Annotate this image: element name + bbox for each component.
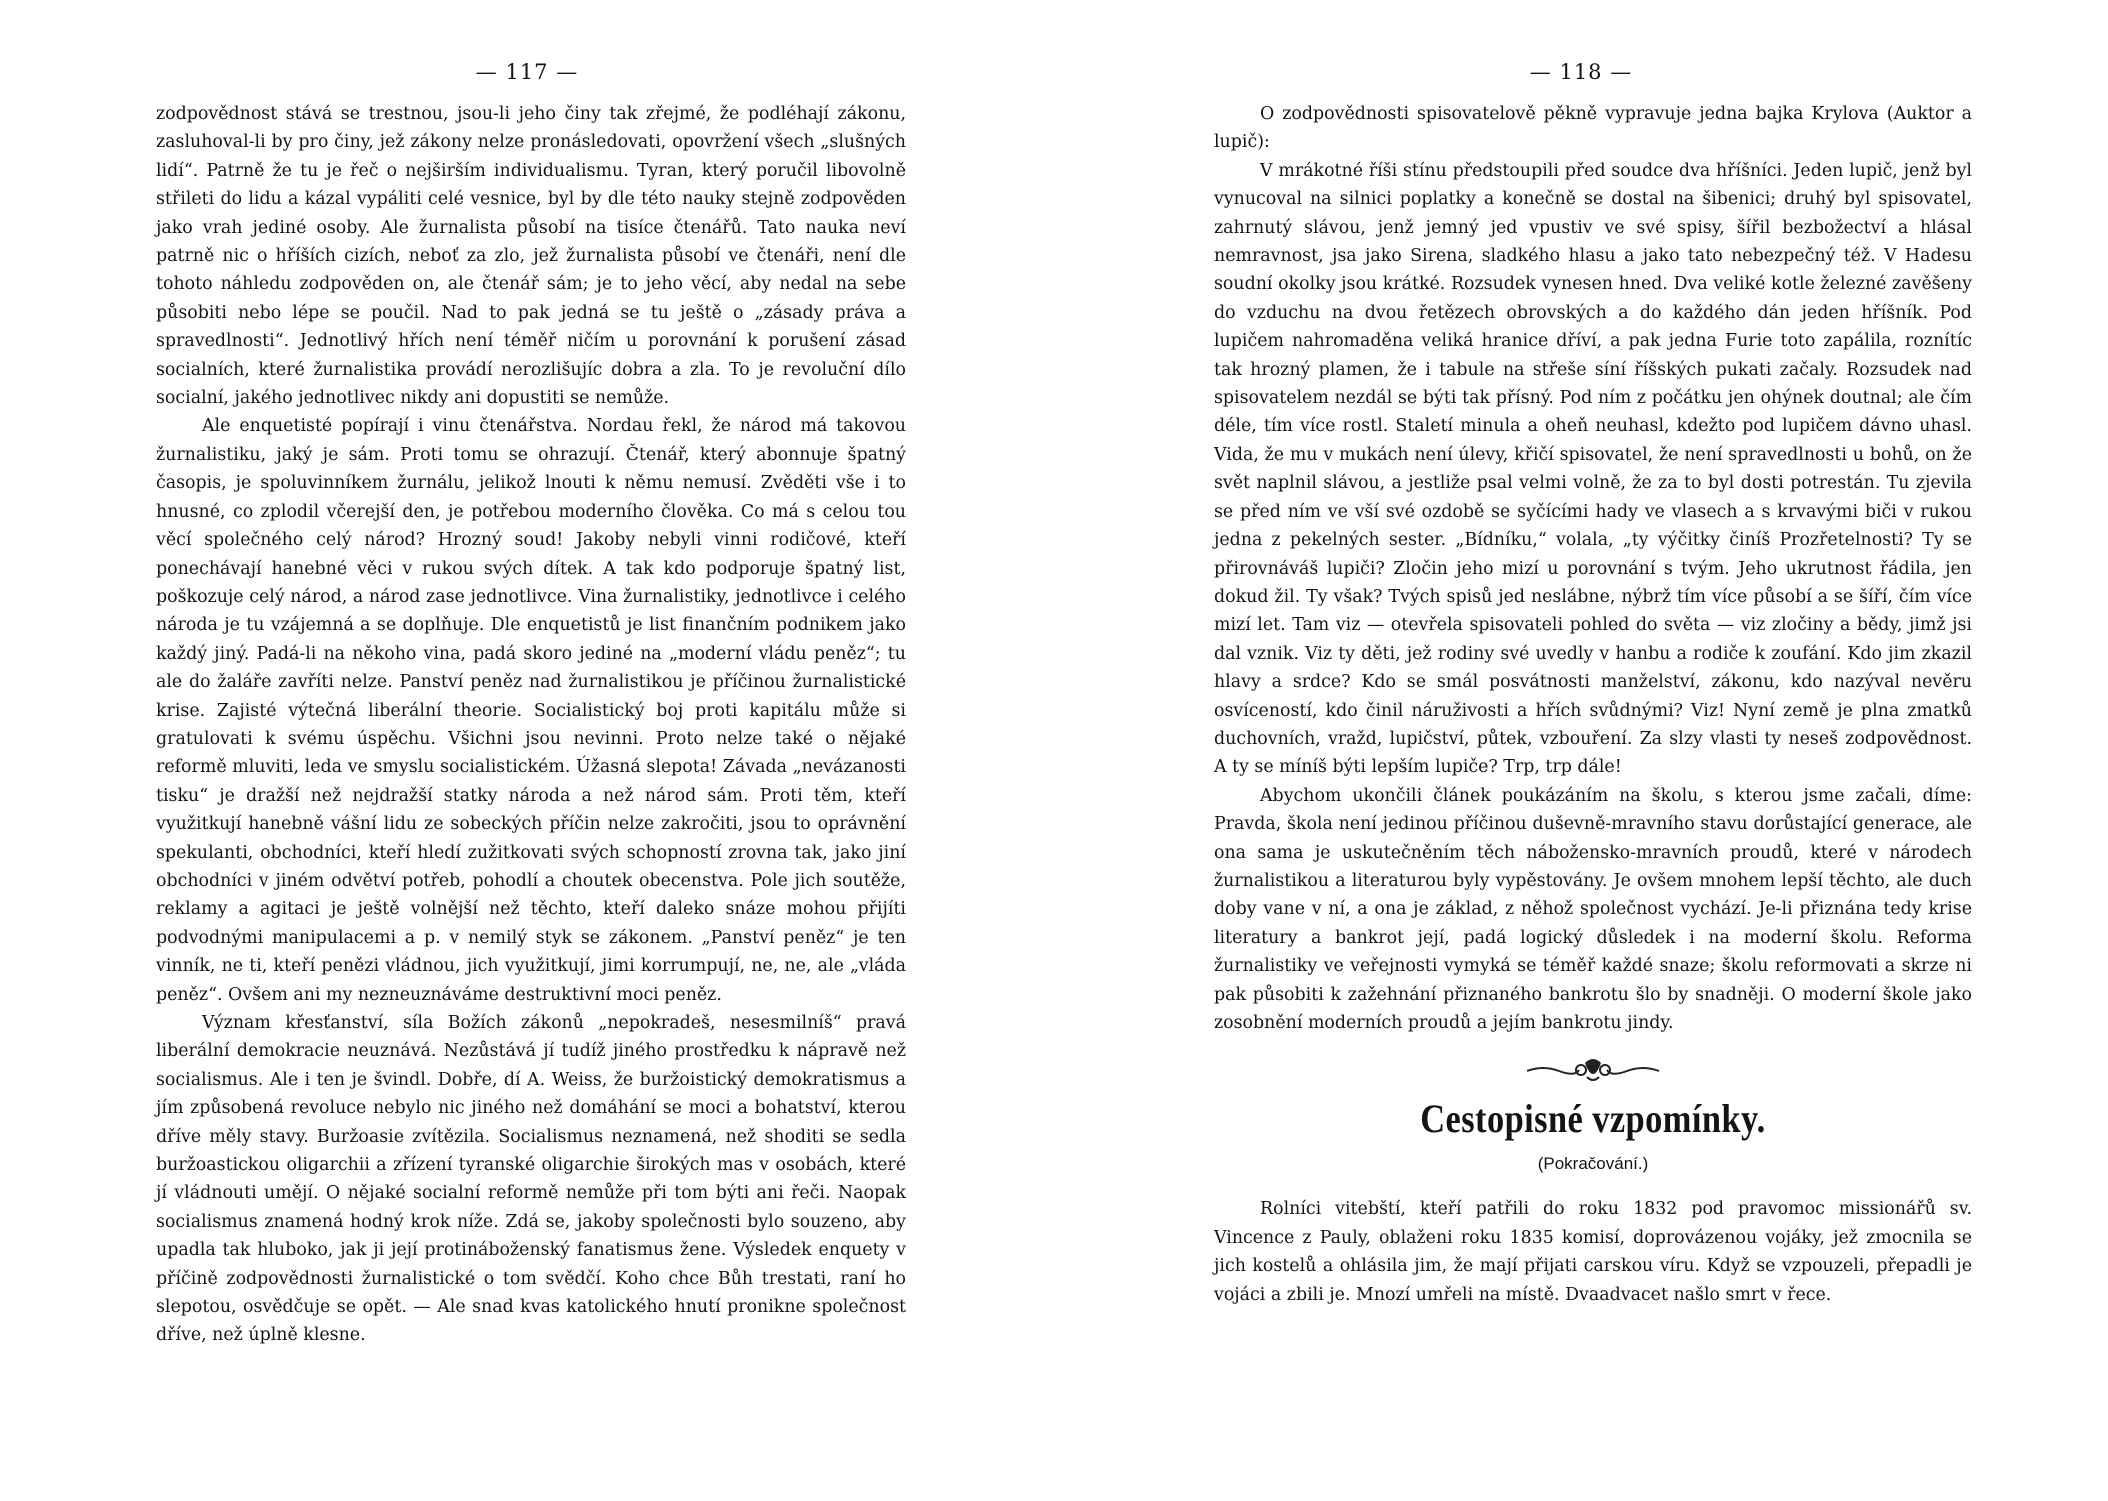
left-paragraph-2: Ale enquetisté popírají i vinu čtenářstva. Nordau řekl, že národ má takovou žurnalistiku, jaký je sám. Proti tomu se ohrazují. Čtenář, který abonnuje špatný časopis, je spoluvinníkem žurnálu, jelikož lnouti k němu nemusí. Zvěděti vše i to hnusné, co zplodil včerejší den, je potřebou moderního člověka. Co má s celou tou věcí společného celý národ? Hrozný soud! Jakoby nebyli vinni rodičové, kteří ponechávají hanebné věci v rukou svých dítek. A tak kdo podporuje špatný list, poškozuje celý národ, a národ zase jednotlivce. Vina žurnalistiky, jednotlivce i celého národa je tu vzájemná a se doplňuje. Dle enquetistů je list finančním podnikem jako každý jiný. Padá-li na někoho vina, padá skoro jediné na „moderní vládu peněz“; tu ale do žaláře zavříti nelze. Panství peněz nad žurnalistikou je příčinou žurnalistické krise. Zajisté výtečná liberální theorie. Socialistický boj proti kapitálu může si gratulovati k svému úspěchu. Všichni jsou nevinni. Proto nelze také o nějaké reformě mluviti, leda ve smyslu socialistickém. Úžasná slepota! Závada „nevázanosti tisku“ je dražší než nejdražší statky národa a než národ sám. Proti těm, kteří využitkují hanebně vášní lidu ze sobeckých příčin nelze zakročiti, jsou to oprávnění spekulanti, obchodníci, kteří hledí zužitkovati svých schopností zrovna tak, jako jiní obchodníci v jiném odvětví potřeb, pohodlí a choutek obecenstva. Pole jich soutěže, reklamy a agitaci je ještě volnější než těchto, kteří daleko snáze mohou přijíti podvodnými manipulacemi a p. v nemilý styk se zákonem. „Panství peněz“ je ten vinník, ne ti, kteří penězi vládnou, jich využitkují, jimi korrumpují, ne, ne, ale „vláda peněz“. Ovšem ani my nezneuznáváme destruktivní moci peněz. — [156, 416, 906, 1005]
right-paragraph-2: V mrákotné říši stínu předstoupili před soudce dva hříšníci. Jeden lupič, jenž byl vynucoval na silnici poplatky a konečně se dostal na šibenici; druhý byl spisovatel, zahrnutý slávou, jenž jemný jed vpustiv ve své spisy, šířil bezbožectví a hlásal nemravnost, jsa jako Sirena, sladkého hlasu a jako tato nebezpečný též. V Hadesu soudní okolky jsou krátké. Rozsudek vynesen hned. Dva veliké kotle železné zavěšeny do vzduchu na dvou řetězech obrovských a do každého dán jeden hříšník. Pod lupičem nahromaděna veliká hranice dříví, a pak jedna Furie toto zapálila, roznítíc tak hrozný plamen, že i tabule na střeše síní říšských pukati začaly. Rozsudek nad spisovatelem nezdál se býti tak přísný. Pod ním z počátku jen ohýnek doutnal; ale čím déle, tím více rostl. Staletí minula a oheň neuhasl, kdežto pod lupičem dávno uhasl. Vida, že mu v mukách není úlevy, křičí spisovatel, že není spravedlnosti u bohů, on že svět naplnil slávou, a jestliže psal velmi volně, že za to byl dosti potrestán. Tu zjevila se před ním ve vší své ozdobě se syčícími hady ve vlasech a s krvavými biči v rukou jedna z pekelných sester. „Bídníku,“ volala, „ty výčitky činíš Prozřetelnosti? Ty se přirovnáváš lupiči? Zločin jeho mizí u porovnání s tvým. Jeho ukrutnost řádila, jen dokud žil. Ty však? Tvých spisů jed neslábne, nýbrž tím více působí a se šíří, čím více mizí let. Tam viz — otevřela spisovateli pohled do světa — viz zločiny a bědy, jimž jsi dal vznik. Viz ty děti, jež rodiny své uvedly v hanbu a rodiče k zoufání. Kdo jim zkazil hlavy a srdce? Kdo se smál posvátnosti manželství, zákonu, kdo nazýval nevěru osvíceností, kdo činil náruživosti a hřích svůdnými? Viz! Nyní země je plna zmatků duchovních, vražd, lupičství, půtek, vzbouření. Za slzy vlasti ty neseš zodpovědnost. A ty se míníš býti lepším lupiče? Trp, trp dále! — [1214, 160, 1972, 778]
right-page — [1054, 0, 2108, 1501]
ornament-flourish-icon — [1523, 1055, 1663, 1085]
section-divider-ornament-icon — [1214, 1051, 1972, 1085]
page-number-left: — 117 — — [475, 60, 579, 84]
right-paragraph-3: Abychom ukončili článek poukázáním na školu, s kterou jsme začali, díme: Pravda, škola není jedinou příčinou duševně-mravního stavu dorůstající generace, ale ona sama je uskutečněním těch nábožensko-mravních proudů, které v národech žurnalistikou a literaturou byly vypěstovány. Je ovšem mnohem lepší těchto, ale duch doby vane v ní, a ona je základ, z něhož společnost vychází. Je-li přiznána tedy krise literatury a bankrot její, padá logický důsledek i na moderní školu. Reforma žurnalistiky ve veřejnosti vymyká se téměř každé snaze; školu reformovati a skrze ni pak působiti k zažehnání přiznaného bankrotu šlo by snadněji. O moderní škole jako zosobnění moderních proudů a jejím bankrotu jindy. — [1214, 785, 1972, 1033]
left-paragraph-1: zodpovědnost stává se trestnou, jsou-li jeho činy tak zřejmé, že podléhají zákonu, zasluhoval-li by pro činy, jež zákony nelze pronásledovati, opovržení všech „slušných lidí“. Patrně že tu je řeč o nejširším individualismu. Tyran, který poručil libovolně střileti do lidu a kázal vypáliti celé vesnice, byl by dle této nauky stejně zodpověden jako vrah jediné osoby. Ale žurnalista působí na tisíce čtenářů. Tato nauka neví patrně nic o hříších cizích, neboť za zlo, jež žurnalista působí ve čtenáři, není dle tohoto náhledu zodpověden on, ale čtenář sám; je to jeho věcí, aby nedal na sebe působiti nebo lépe se poučil. Nad to pak jedná se tu ještě o „zásady práva a spravedlnosti“. Jednotlivý hřích není téměř ničím u porovnání k porušení zásad socialních, které žurnalistika provádí nerozlišujíc dobra a zla. To je revoluční dílo socialní, jakého jednotlivec nikdy ani dopustiti se nemůže. — [156, 104, 906, 409]
page-number-right: — 118 — — [1529, 60, 1633, 84]
left-text-column — [156, 100, 906, 1350]
right-paragraph-1: O zodpovědnosti spisovatelově pěkně vypravuje jedna bajka Krylova (Auktor a lupič): — [1214, 104, 1972, 153]
section-heading: Cestopisné vzpomínky. — [1420, 1096, 1766, 1142]
section-subheading: (Pokračování.) — [1537, 1154, 1649, 1174]
section-paragraph: Rolníci vitebští, kteří patřili do roku 1832 pod pravomoc missionářů sv. Vincence z Pauly, oblaženi roku 1835 komisí, doprovázenou vojáky, jež zmocnila se jich kostelů a ohlásila jim, že mají přijati carskou víru. Když se vzpouzeli, přepadli je vojáci a zbili je. Mnozí umřeli na místě. Dvaadvacet našlo smrt v řece. — [1214, 1199, 1972, 1305]
left-paragraph-3: Význam křesťanství, síla Božích zákonů „nepokradeš, nesesmilníš“ pravá liberální demokracie neuznává. Nezůstává jí tudíž jiného prostředku k nápravě než socialismus. Ale i ten je švindl. Dobře, dí A. Weiss, že buržoistický demokratismus a jím způsobená revoluce nebylo nic jiného než domáhání se moci a bohatství, kterou dříve měly stavy. Buržoasie zvítězila. Socialismus neznamená, než shoditi se sedla buržoastickou oligarchii a zřízení tyranské oligarchie širokých mas v osobách, které jí vládnouti umějí. O nějaké socialní reformě nemůže při tom býti ani řeči. Naopak socialismus znamená hodný krok níže. Zdá se, jakoby společnosti bylo souzeno, aby upadla tak hluboko, jak ji její protináboženský fanatismus žene. Výsledek enquety v příčině zodpovědnosti žurnalistické o tom svědčí. Koho chce Bůh trestati, raní ho slepotou, osvědčuje se opět. — Ale snad kvas katolického hnutí pronikne společnost dříve, než úplně klesne. — [156, 1013, 906, 1346]
right-text-column — [1214, 100, 1972, 1309]
